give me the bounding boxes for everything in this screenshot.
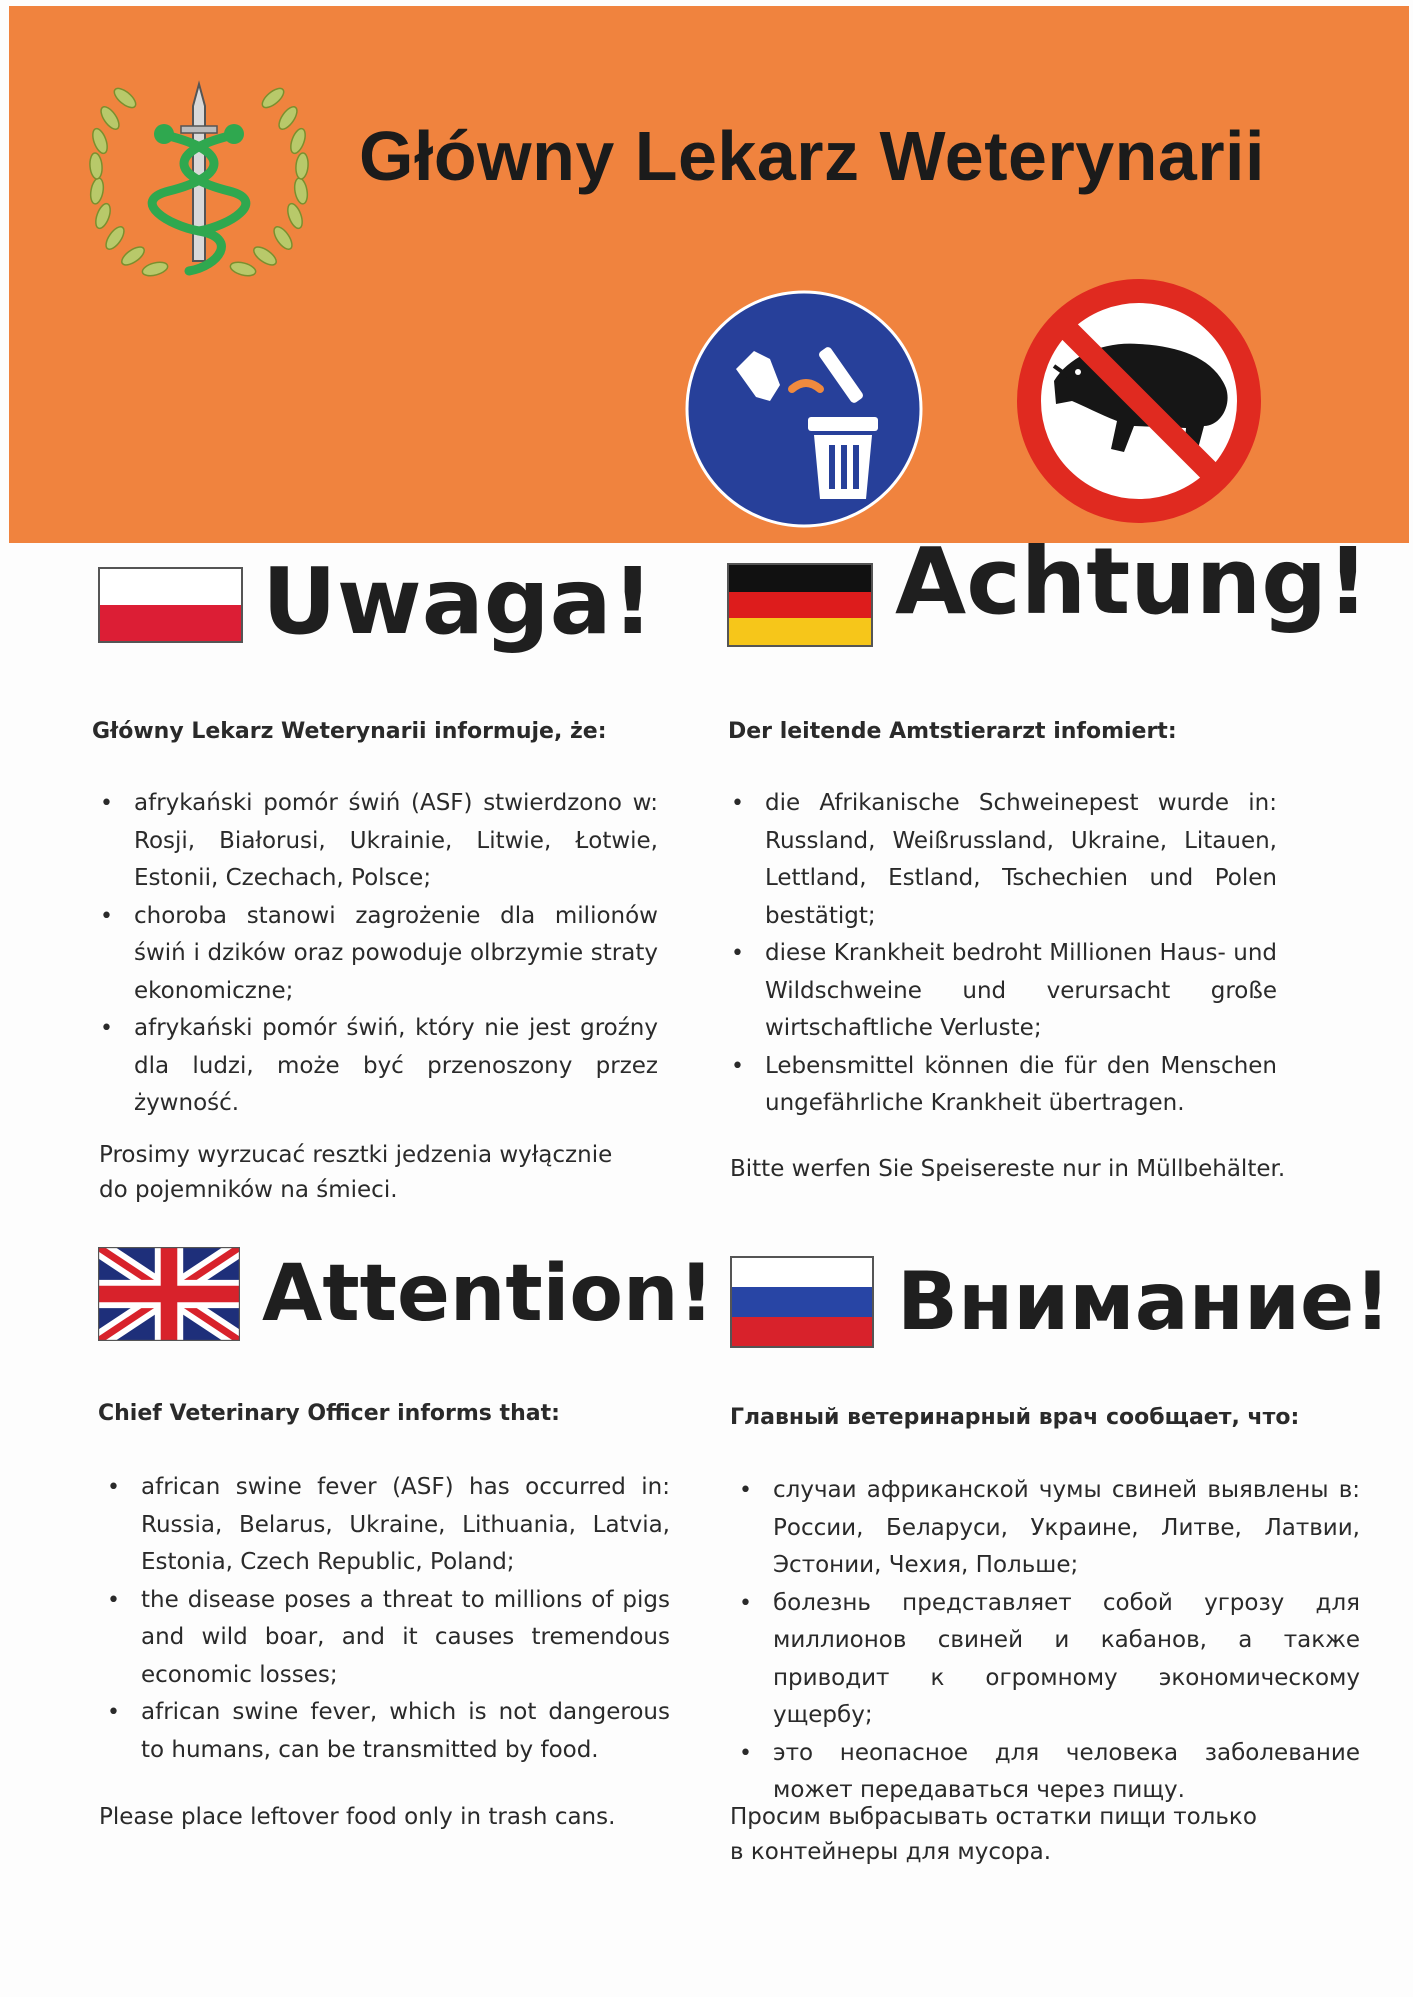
closing-line: Prosimy wyrzucać resztki jedzenia wyłącznie <box>99 1142 613 1168</box>
dispose-food-in-bin-sign-icon <box>684 289 924 529</box>
points-en <box>103 1469 670 1769</box>
heading-vnimanie: Внимание! <box>897 1255 1391 1348</box>
closing-ru <box>730 1800 1350 1870</box>
closing-pl <box>99 1138 659 1208</box>
closing-line: Bitte werfen Sie Speisereste nur in Müllbehälter. <box>730 1156 1286 1182</box>
list-item: • случаи африканской чумы свиней выявлены в: России, Беларуси, Украине, Литве, Латвии, Эстонии, Чехия, Польше; <box>735 1472 1360 1585</box>
closing-line: Просим выбрасывать остатки пищи только <box>730 1804 1257 1830</box>
list-item: • choroba stanowi zagrożenie dla milionów świń i dzików oraz powoduje olbrzymie straty ekonomiczne; <box>96 898 658 1011</box>
header-banner <box>9 6 1409 543</box>
points-de <box>727 785 1277 1123</box>
list-item: • afrykański pomór świń (ASF) stwierdzono w: Rosji, Białorusi, Ukrainie, Litwie, Łotwie, Estonii, Czechach, Polsce; <box>96 785 658 898</box>
list-item: • Lebensmittel können die für den Menschen ungefährliche Krankheit übertragen. <box>727 1048 1277 1123</box>
points-pl <box>96 785 658 1123</box>
germany-flag-icon <box>727 563 873 647</box>
closing-line: Please place leftover food only in trash cans. <box>99 1804 616 1830</box>
list-item: • diese Krankheit bedroht Millionen Haus- und Wildschweine und verursacht große wirtschaftliche Verluste; <box>727 935 1277 1048</box>
closing-line: do pojemników na śmieci. <box>99 1177 398 1203</box>
list-item: • болезнь представляет собой угрозу для миллионов свиней и кабанов, а также приводит к огромному экономическому ущербу; <box>735 1585 1360 1735</box>
closing-line: в контейнеры для мусора. <box>730 1839 1052 1865</box>
poland-flag-icon <box>98 567 243 643</box>
subheading-pl: Główny Lekarz Weterynarii informuje, że: <box>92 719 607 744</box>
united-kingdom-flag-icon <box>98 1247 240 1341</box>
subheading-de: Der leitende Amtstierarzt infomiert: <box>728 719 1177 744</box>
list-item: • это неопасное для человека заболевание может передаваться через пищу. <box>735 1735 1360 1810</box>
closing-en <box>99 1800 699 1835</box>
list-item: • african swine fever, which is not dangerous to humans, can be transmitted by food. <box>103 1694 670 1769</box>
heading-attention: Attention! <box>262 1249 715 1339</box>
list-item: • the disease poses a threat to millions of pigs and wild boar, and it causes tremendous economic losses; <box>103 1582 670 1695</box>
heading-achtung: Achtung! <box>895 528 1370 635</box>
subheading-ru: Главный ветеринарный врач сообщает, что: <box>730 1405 1300 1430</box>
russia-flag-icon <box>730 1256 874 1348</box>
caduceus-wreath-emblem-icon <box>69 66 329 296</box>
heading-uwaga: Uwaga! <box>262 548 654 655</box>
no-wild-boar-sign-icon <box>1014 276 1264 526</box>
points-ru <box>735 1472 1360 1810</box>
list-item: • african swine fever (ASF) has occurred in: Russia, Belarus, Ukraine, Lithuania, Latvia, Estonia, Czech Republic, Poland; <box>103 1469 670 1582</box>
list-item: • afrykański pomór świń, który nie jest groźny dla ludzi, może być przenoszony przez żywność. <box>96 1010 658 1123</box>
banner-title: Główny Lekarz Weterynarii <box>359 117 1265 195</box>
list-item: • die Afrikanische Schweinepest wurde in: Russland, Weißrussland, Ukraine, Litauen, Lettland, Estland, Tschechien und Polen bestätigt; <box>727 785 1277 935</box>
closing-de <box>730 1152 1330 1187</box>
subheading-en: Chief Veterinary Officer informs that: <box>98 1401 560 1426</box>
